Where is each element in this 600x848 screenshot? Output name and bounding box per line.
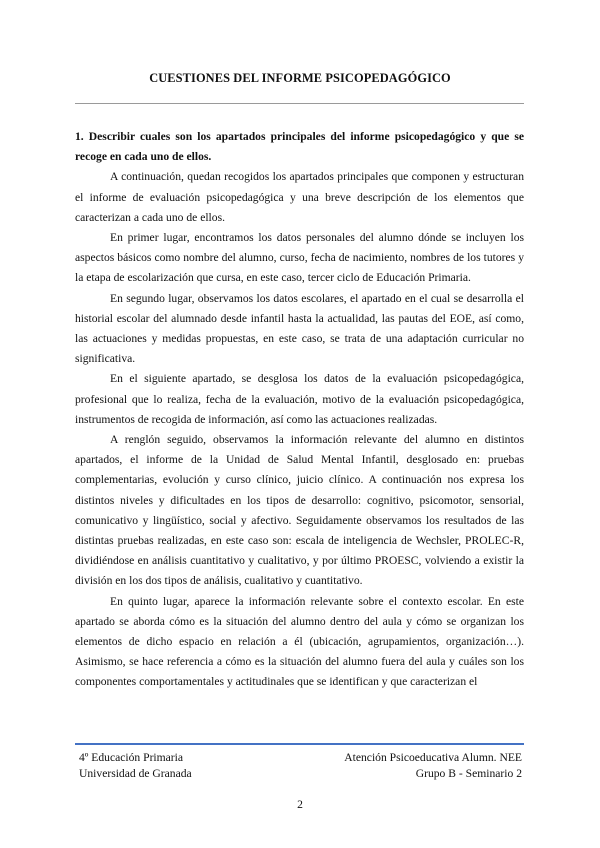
paragraph-intro: A continuación, quedan recogidos los apartados principales que componen y estructuran el informe de evaluación psicopedagógica y una breve descripción de los elementos que caracterizan a cada uno de ellos. bbox=[75, 170, 524, 224]
footer-subject: Atención Psicoeducativa Alumn. NEE bbox=[344, 751, 522, 764]
paragraph-school-data: En segundo lugar, observamos los datos escolares, el apartado en el cual se desarrolla el historial escolar del alumnado desde infantil hasta la actualidad, las pautas del EOE, así como, las actuaciones y medidas propuestas, en este caso, se trata de una adaptación curricular no significativa. bbox=[75, 291, 524, 366]
paragraph-school-context: En quinto lugar, aparece la información relevante sobre el contexto escolar. En este apartado se aborda cómo es la situación del alumno dentro del aula y cómo se organizan los elementos de dicho espacio en relación a él (ubicación, agrupamientos, organización…). Asimismo, se hace referencia a cómo es la situación del alumno fuera del aula y cuáles son los componentes comportamentales y actitudinales que se identifican y que caracterizan el bbox=[75, 594, 524, 689]
paragraph-personal-data: En primer lugar, encontramos los datos personales del alumno dónde se incluyen los aspectos básicos como nombre del alumno, curso, fecha de nacimiento, nombres de los tutores y la etapa de escolarización que cursa, en este caso, tercer ciclo de Educación Primaria. bbox=[75, 231, 524, 285]
footer-university: Universidad de Granada bbox=[79, 766, 192, 780]
footer-divider bbox=[75, 743, 524, 745]
title-divider bbox=[75, 103, 524, 104]
page-title: CUESTIONES DEL INFORME PSICOPEDAGÓGICO bbox=[149, 71, 451, 85]
question-heading: 1. Describir cuales son los apartados principales del informe psicopedagógico y que se recoge en cada uno de ellos. bbox=[75, 130, 524, 164]
paragraph-evaluation-data: En el siguiente apartado, se desglosa los datos de la evaluación psicopedagógica, profesional que lo realiza, fecha de la evaluación, motivo de la evaluación psicopedagógica, instrumentos de recogida de información, así como las actuaciones realizadas. bbox=[75, 372, 524, 426]
footer-course: 4º Educación Primaria bbox=[79, 751, 184, 764]
footer-left bbox=[79, 750, 192, 781]
footer-right bbox=[344, 750, 522, 781]
footer-group: Grupo B - Seminario 2 bbox=[415, 766, 522, 780]
page-number: 2 bbox=[297, 798, 303, 811]
paragraph-relevant-info: A renglón seguido, observamos la información relevante del alumno en distintos apartados, el informe de la Unidad de Salud Mental Infantil, desglosado en: pruebas complementarias, evolución y curso clínico, juicio clínico. A continuación nos expresa los distintos niveles y dificultades en los tipos de desarrollo: cognitivo, psicomotor, sensorial, comunicativo y lingüístico, social y afectivo. Seguidamente observamos los resultados de las distintas pruebas realizadas, en este caso son: escala de inteligencia de Wechsler, PROLEC-R, dividiéndose en análisis cuantitativo y cualitativo, y por último PROESC, volviendo a existir la división en los dos tipos de análisis, cualitativo y cuantitativo. bbox=[75, 433, 524, 588]
document-body bbox=[75, 127, 524, 693]
